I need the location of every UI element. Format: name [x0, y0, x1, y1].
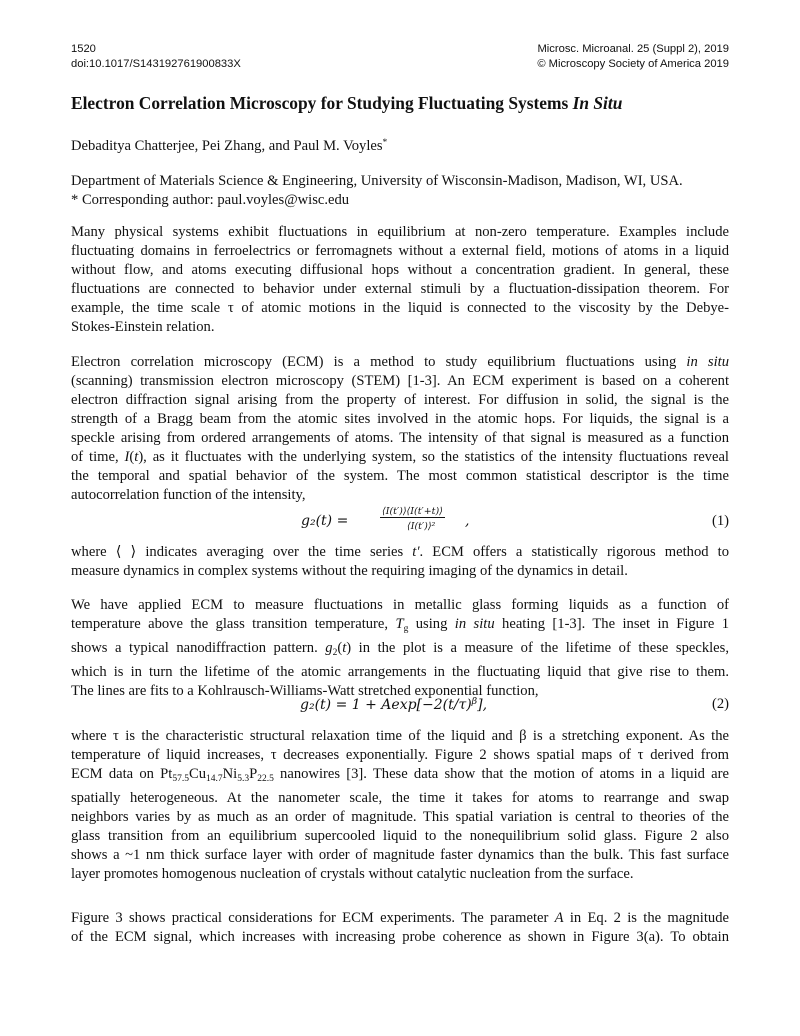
text-segment: (scanning) transmission electron microscopy (STEM) [1-3]. An ECM experiment is based on a coherent	[71, 373, 729, 389]
text-segment: glass transition from an equilibrium supercooled liquid to the nonequilibrium solid glass. Figure 2 also	[71, 828, 729, 844]
text-segment: where τ is the characteristic structural relaxation time of the liquid and β is a stretching exponent. As the	[71, 728, 729, 744]
text-line	[71, 865, 729, 884]
text-segment: ECM data on Pt	[71, 766, 173, 782]
text-segment: the temporal and spatial behavior of the system. The most common statistical descriptor is the time	[71, 468, 729, 484]
affiliation	[71, 172, 729, 210]
text-segment: Electron correlation microscopy (ECM) is a method to study equilibrium fluctuations using	[71, 354, 687, 370]
text-line	[71, 353, 729, 372]
text-line	[71, 410, 729, 429]
text-line	[71, 827, 729, 846]
text-segment: t	[342, 640, 347, 656]
eq2-body	[300, 696, 487, 713]
text-line	[71, 562, 729, 581]
text-segment: T	[395, 616, 404, 632]
page-number: 1520	[71, 43, 96, 55]
eq2-number: (2)	[711, 696, 729, 712]
text-segment: . ECM offers a statistically rigorous method to	[419, 544, 729, 560]
text-line	[71, 808, 729, 827]
paragraph	[71, 543, 729, 581]
text-segment: in situ	[686, 354, 729, 370]
text-segment: t	[134, 449, 139, 465]
eq1-denominator: ⟨I(t′)⟩²	[407, 521, 436, 532]
text-segment: (	[129, 449, 135, 465]
text-segment: example, the time scale τ of atomic motions in the liquid is connected to the viscosity by the Debye-	[71, 300, 729, 316]
text-segment: strength of a Bragg beam from the atomic sites involved in the atomic hops. For liquids, the signal is a	[71, 411, 729, 427]
text-line	[71, 223, 729, 242]
text-segment: ) in the plot is a measure of the lifetime of these speckles,	[346, 640, 729, 656]
paper-title	[71, 94, 729, 113]
eq1-lhs: g₂(t) =	[301, 513, 349, 529]
paragraph	[71, 223, 729, 337]
paragraph	[71, 596, 729, 701]
text-segment: of the ECM signal, which increases with increasing probe coherence as shown in Figure 3(a). To obtain	[71, 929, 729, 945]
text-segment: spatially heterogeneous. At the nanometer scale, the time it takes for atoms to rearrange and swap	[71, 790, 729, 806]
text-segment: Cu	[188, 766, 206, 782]
author-mark: *	[382, 138, 388, 148]
text-segment: 57.5	[172, 774, 189, 784]
text-line	[71, 372, 729, 391]
header-left	[71, 42, 241, 72]
text-segment: temperature above the glass transition temperature,	[71, 616, 396, 632]
header-right	[537, 42, 729, 72]
eq2-exponent: β	[471, 696, 478, 707]
text-segment: 2	[332, 648, 338, 658]
text-segment: layer promotes homogenous nucleation of crystals without catalytic nucleation from the surface.	[71, 866, 634, 882]
text-segment: neighbors varies by as much as an order of magnitude. This spatial variation is central to theories of the	[71, 809, 729, 825]
text-line	[71, 727, 729, 746]
text-segment: ), as it fluctuates with the underlying system, so the statistics of the intensity fluctuations reveal	[138, 449, 729, 465]
text-line	[71, 639, 729, 663]
equation-2	[71, 692, 729, 722]
text-line	[71, 486, 729, 505]
text-segment: P	[249, 766, 258, 782]
text-line	[71, 615, 729, 639]
text-line	[71, 261, 729, 280]
text-segment: shows a typical nanodiffraction pattern.	[71, 640, 326, 656]
title-text: Electron Correlation Microscopy for Studying Fluctuating Systems	[71, 93, 573, 113]
text-segment: t′	[412, 544, 420, 560]
text-segment: (	[337, 640, 343, 656]
text-segment: speckle arising from ordered arrangements of atoms. The intensity of that signal is measured as a function	[71, 430, 729, 446]
text-segment: A	[554, 910, 564, 926]
text-line	[71, 928, 729, 947]
doi: doi:10.1017/S143192761900833X	[71, 58, 241, 70]
text-segment: using	[408, 616, 455, 632]
eq1-numerator: ⟨I(t′)⟩⟨I(t′+t)⟩	[382, 506, 443, 517]
text-line	[71, 467, 729, 486]
eq2-end: ],	[477, 697, 488, 713]
text-line	[71, 280, 729, 299]
text-segment: autocorrelation function of the intensity,	[71, 487, 306, 503]
text-segment: electron diffraction signal arising from the property of interest. For diffusion in solid, the signal is the	[71, 392, 729, 408]
text-segment: measure dynamics in complex systems without the requiring imaging of the dynamics in detail.	[71, 563, 628, 579]
eq1-number: (1)	[711, 513, 729, 529]
text-segment: in situ	[454, 616, 495, 632]
text-segment: fluctuating domains in ferroelectrics or ferromagnets without a external field, motions of atoms in a liquid	[71, 243, 729, 259]
text-segment: which is in turn the lifetime of the atomic arrangements in the fluctuating liquid that give rise to them.	[71, 664, 729, 680]
text-segment: of time,	[71, 449, 125, 465]
paragraph	[71, 353, 729, 505]
text-segment: in Eq. 2 is the magnitude	[563, 910, 729, 926]
text-line	[71, 746, 729, 765]
text-segment: 14.7	[206, 774, 223, 784]
text-line	[71, 846, 729, 865]
text-segment: Many physical systems exhibit fluctuations in equilibrium at non-zero temperature. Examples include	[71, 224, 729, 240]
paragraph	[71, 909, 729, 947]
text-line	[71, 789, 729, 808]
affiliation-text: Department of Materials Science & Engineering, University of Wisconsin-Madison, Madison, WI, USA.	[71, 173, 683, 189]
text-segment: The lines are fits to a Kohlrausch-Williams-Watt stretched exponential function,	[71, 683, 539, 699]
text-segment: g	[403, 624, 409, 634]
text-segment: fluctuations are connected to behavior under external stimuli by a fluctuation-dissipation theorem. For	[71, 281, 729, 297]
equation-1	[71, 507, 729, 537]
authors	[71, 134, 729, 156]
text-segment: g	[325, 640, 333, 656]
text-line	[71, 448, 729, 467]
text-line	[71, 765, 729, 789]
text-segment: nanowires [3]. These data show that the motion of atoms in a liquid are	[273, 766, 729, 782]
copyright: © Microscopy Society of America 2019	[537, 58, 729, 70]
text-segment: Stokes-Einstein relation.	[71, 319, 215, 335]
text-line	[71, 299, 729, 318]
text-line	[71, 596, 729, 615]
text-segment: I	[124, 449, 130, 465]
text-line	[71, 429, 729, 448]
journal-citation: Microsc. Microanal. 25 (Suppl 2), 2019	[537, 43, 729, 55]
title-italic: In Situ	[572, 93, 623, 113]
text-segment: where ⟨ ⟩ indicates averaging over the time series	[71, 544, 413, 560]
text-segment: 22.5	[257, 774, 274, 784]
text-line	[71, 909, 729, 928]
text-line	[71, 242, 729, 261]
text-line	[71, 543, 729, 562]
text-segment: Figure 3 shows practical considerations for ECM experiments. The parameter	[71, 910, 555, 926]
corresponding-author: * Corresponding author: paul.voyles@wisc.edu	[71, 192, 350, 208]
author-names: Debaditya Chatterjee, Pei Zhang, and Paul M. Voyles	[71, 138, 383, 154]
text-segment: temperature of liquid increases, τ decreases exponentially. Figure 2 shows spatial maps of τ derived from	[71, 747, 729, 763]
text-segment: without flow, and atoms executing diffusional hops without a concentration gradient. In general, these	[71, 262, 729, 278]
paragraph	[71, 727, 729, 884]
text-line	[71, 391, 729, 410]
text-line	[71, 318, 729, 337]
eq1-comma: ,	[465, 513, 470, 529]
text-line	[71, 663, 729, 682]
text-segment: 5.3	[237, 774, 250, 784]
text-segment: Ni	[222, 766, 238, 782]
text-segment: shows a ~1 nm thick surface layer with order of magnitude faster dynamics than the bulk. This fast surface	[71, 847, 729, 863]
text-segment: We have applied ECM to measure fluctuations in metallic glass forming liquids as a function of	[71, 597, 729, 613]
eq2-text: g₂(t) = 1 + Aexp[−2(t/τ)	[300, 697, 472, 713]
text-segment: heating [1-3]. The inset in Figure 1	[494, 616, 730, 632]
